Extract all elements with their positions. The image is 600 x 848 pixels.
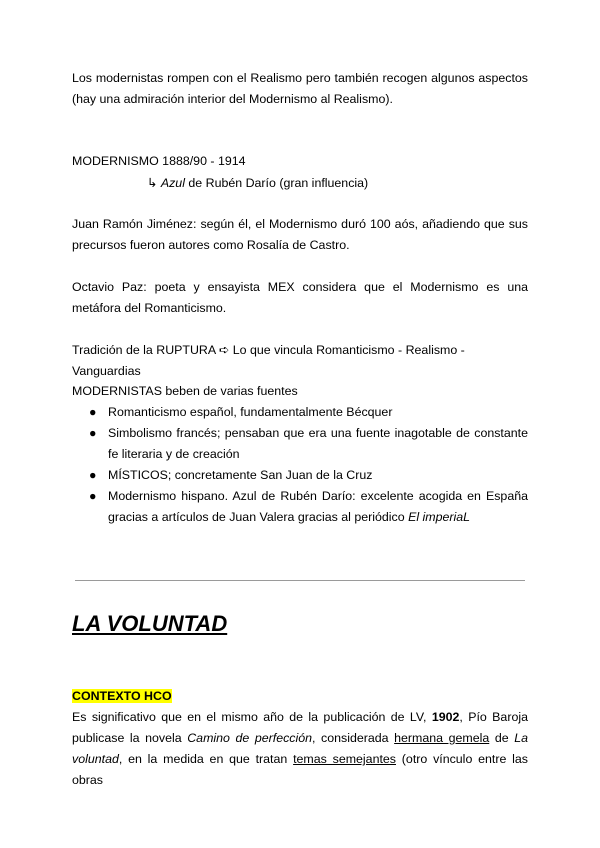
- list-item: ● Simbolismo francés; pensaban que era una fuente inagotable de constante fe literaria y de creación: [72, 423, 528, 465]
- jrj-paragraph: Juan Ramón Jiménez: según él, el Modernismo duró 100 aós, añadiendo que sus precursos fueron autores como Rosalía de Castro.: [72, 217, 528, 252]
- contexto-section: [72, 686, 528, 791]
- bullet-icon: ●: [89, 405, 97, 419]
- underlined-gemela: hermana gemela: [394, 731, 490, 745]
- intro-paragraph: Los modernistas rompen con el Realismo pero también recogen algunos aspectos (hay una admiración interior del Modernismo al Realismo).: [72, 71, 528, 106]
- azul-rest: de Rubén Darío (gran influencia): [184, 176, 369, 190]
- bullet-icon: ●: [89, 489, 97, 503]
- underlined-temas: temas semejantes: [293, 752, 396, 766]
- arrow-icon: ↳: [147, 176, 158, 190]
- azul-title: Azul: [160, 176, 185, 190]
- azul-line: [72, 173, 600, 194]
- modernismo-dates: MODERNISMO 1888/90 - 1914: [72, 154, 246, 168]
- list-item: ● Modernismo hispano. Azul de Rubén Darío: excelente acogida en España gracias a artículos de Juan Valera gracias al periódico El imperiaL: [72, 486, 528, 528]
- highlighted-label: CONTEXTO HCO: [72, 689, 172, 703]
- section-title: LA VOLUNTAD: [72, 611, 228, 636]
- bullet-icon: ●: [89, 468, 97, 482]
- contexto-paragraph: Es significativo que en el mismo año de la publicación de LV, 1902, Pío Baroja publicase la novela Camino de perfección, considerada hermana gemela de La voluntad, en la medida en que tratan temas semejantes (otro vínculo entre las obras: [72, 710, 529, 787]
- contexto-heading: [72, 686, 528, 707]
- novel-title: Camino de perfección: [187, 731, 313, 745]
- lv-title: La voluntad: [72, 731, 528, 766]
- fuentes-list: [72, 402, 528, 528]
- fuentes-section: [72, 381, 528, 528]
- year-bold: 1902: [431, 710, 460, 724]
- fuentes-heading: MODERNISTAS beben de varias fuentes: [72, 384, 298, 398]
- horizontal-divider: [75, 580, 525, 581]
- ruptura-line: Tradición de la RUPTURA ➪ Lo que vincula Romanticismo - Realismo - Vanguardias: [72, 343, 465, 378]
- list-item: ● MÍSTICOS; concretamente San Juan de la Cruz: [72, 465, 528, 486]
- list-item: ● Romanticismo español, fundamentalmente Bécquer: [72, 402, 528, 423]
- paz-paragraph: Octavio Paz: poeta y ensayista MEX considera que el Modernismo es una metáfora del Romanticismo.: [72, 280, 528, 315]
- periodico-title: El imperiaL: [408, 510, 471, 524]
- bullet-icon: ●: [89, 426, 97, 440]
